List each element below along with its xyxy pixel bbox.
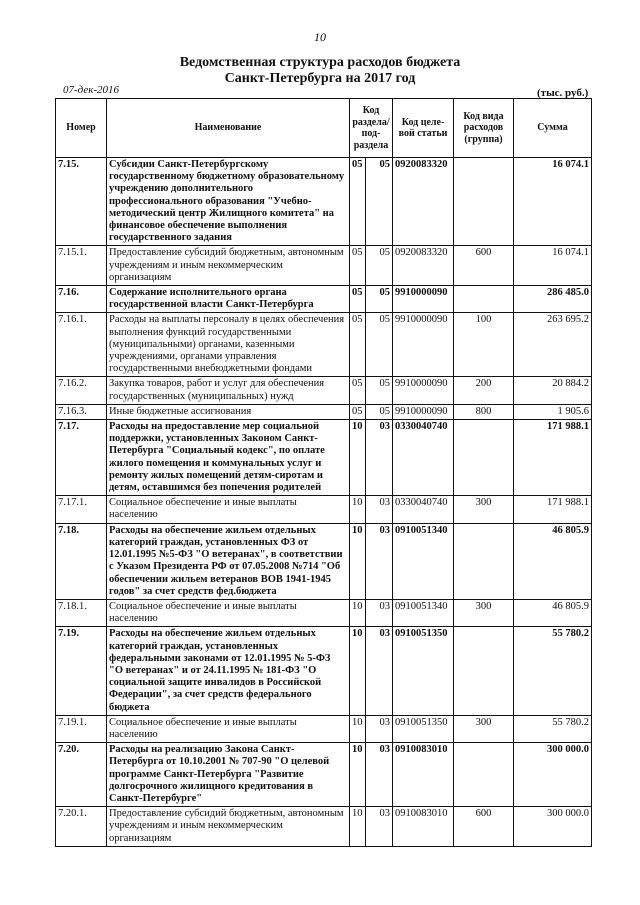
cell-expense-type <box>454 523 514 599</box>
cell-target: 9910000090 <box>393 313 454 377</box>
budget-table <box>55 98 592 847</box>
cell-subsection: 03 <box>366 420 393 496</box>
cell-section: 05 <box>350 313 366 377</box>
cell-subsection: 05 <box>366 377 393 404</box>
table-row <box>56 523 592 599</box>
cell-expense-type: 300 <box>454 599 514 626</box>
cell-number: 7.17.1. <box>56 496 107 523</box>
cell-sum: 16 074.1 <box>514 246 592 286</box>
cell-target: 0920083320 <box>393 158 454 246</box>
cell-expense-type <box>454 286 514 313</box>
cell-name: Предоставление субсидий бюджетным, автономным учреждениям и иным некоммерческим организациям <box>107 807 350 847</box>
cell-target: 0330040740 <box>393 496 454 523</box>
header-expense-type: Код вида расходов (группа) <box>454 99 514 158</box>
cell-number: 7.19. <box>56 627 107 715</box>
cell-target: 0910051340 <box>393 599 454 626</box>
cell-section: 05 <box>350 246 366 286</box>
cell-section: 10 <box>350 627 366 715</box>
table-row <box>56 715 592 742</box>
cell-section: 10 <box>350 523 366 599</box>
cell-name: Субсидии Санкт-Петербургскому государственному бюджетному образовательному учреждению дополнительного профессионального образования "Учебно-методический центр Жилищного комитета" на финансовое обеспечение выполнения государственного задания <box>107 158 350 246</box>
document-title <box>0 55 640 87</box>
cell-subsection: 05 <box>366 246 393 286</box>
cell-section: 10 <box>350 420 366 496</box>
cell-number: 7.19.1. <box>56 715 107 742</box>
cell-name: Содержание исполнительного органа государственной власти Санкт-Петербурга <box>107 286 350 313</box>
cell-expense-type: 300 <box>454 715 514 742</box>
header-name: Наименование <box>107 99 350 158</box>
currency-unit: (тыс. руб.) <box>537 87 589 99</box>
cell-target: 0910051350 <box>393 627 454 715</box>
cell-subsection: 05 <box>366 158 393 246</box>
cell-target: 0330040740 <box>393 420 454 496</box>
cell-sum: 46 805.9 <box>514 599 592 626</box>
cell-section: 10 <box>350 807 366 847</box>
cell-name: Социальное обеспечение и иные выплаты населению <box>107 599 350 626</box>
cell-section: 05 <box>350 286 366 313</box>
table-row <box>56 377 592 404</box>
cell-section: 05 <box>350 404 366 419</box>
cell-target: 0920083320 <box>393 246 454 286</box>
cell-number: 7.20.1. <box>56 807 107 847</box>
cell-section: 10 <box>350 599 366 626</box>
cell-name: Расходы на обеспечение жильем отдельных категорий граждан, установленных ФЗ от 12.01.1995 №5-ФЗ "О ветеранах", в соответствии с Указом Президента РФ от 07.05.2008 №714 "Об обеспечении жильем ветеранов ВОВ 1941-1945 годов" за счет средств фед.бюджета <box>107 523 350 599</box>
table-row <box>56 743 592 807</box>
table-row <box>56 313 592 377</box>
table-row <box>56 807 592 847</box>
cell-target: 9910000090 <box>393 404 454 419</box>
cell-expense-type: 600 <box>454 807 514 847</box>
header-number: Номер <box>56 99 107 158</box>
table-row <box>56 246 592 286</box>
cell-expense-type: 200 <box>454 377 514 404</box>
cell-number: 7.15. <box>56 158 107 246</box>
cell-subsection: 03 <box>366 743 393 807</box>
cell-sum: 300 000.0 <box>514 743 592 807</box>
cell-subsection: 03 <box>366 523 393 599</box>
cell-sum: 16 074.1 <box>514 158 592 246</box>
cell-name: Расходы на предоставление мер социальной поддержки, установленных Законом Санкт-Петербурга "Социальный кодекс", по оплате жилого помещения и коммунальных услуг и ремонту жилых помещений детям-сиротам и детям, оставшимся без попечения родителей <box>107 420 350 496</box>
cell-sum: 46 805.9 <box>514 523 592 599</box>
cell-sum: 263 695.2 <box>514 313 592 377</box>
table-row <box>56 496 592 523</box>
cell-section: 05 <box>350 377 366 404</box>
document-date: 07-дек-2016 <box>63 84 120 96</box>
cell-number: 7.18.1. <box>56 599 107 626</box>
table-row <box>56 286 592 313</box>
cell-number: 7.20. <box>56 743 107 807</box>
cell-number: 7.17. <box>56 420 107 496</box>
cell-subsection: 05 <box>366 313 393 377</box>
cell-expense-type <box>454 420 514 496</box>
cell-name: Расходы на реализацию Закона Санкт-Петербурга от 10.10.2001 № 707-90 "О целевой программе Санкт-Петербурга "Развитие долгосрочного жилищного кредитования в Санкт-Петербурге" <box>107 743 350 807</box>
cell-number: 7.18. <box>56 523 107 599</box>
cell-target: 0910051340 <box>393 523 454 599</box>
cell-sum: 55 780.2 <box>514 715 592 742</box>
cell-number: 7.16.3. <box>56 404 107 419</box>
cell-target: 9910000090 <box>393 377 454 404</box>
cell-subsection: 03 <box>366 715 393 742</box>
cell-expense-type: 100 <box>454 313 514 377</box>
cell-sum: 171 988.1 <box>514 420 592 496</box>
table-row <box>56 420 592 496</box>
header-row <box>56 99 592 158</box>
header-section: Код раздела/ под-раздела <box>350 99 393 158</box>
cell-sum: 20 884.2 <box>514 377 592 404</box>
cell-target: 0910051350 <box>393 715 454 742</box>
header-sum: Сумма <box>514 99 592 158</box>
cell-subsection: 03 <box>366 496 393 523</box>
cell-sum: 55 780.2 <box>514 627 592 715</box>
cell-number: 7.16.1. <box>56 313 107 377</box>
table-row <box>56 599 592 626</box>
cell-expense-type <box>454 158 514 246</box>
cell-sum: 1 905.6 <box>514 404 592 419</box>
cell-number: 7.16.2. <box>56 377 107 404</box>
cell-subsection: 05 <box>366 286 393 313</box>
table-row <box>56 158 592 246</box>
header-target: Код целе-вой статьи <box>393 99 454 158</box>
cell-subsection: 05 <box>366 404 393 419</box>
cell-target: 0910083010 <box>393 743 454 807</box>
cell-section: 05 <box>350 158 366 246</box>
cell-section: 10 <box>350 743 366 807</box>
cell-expense-type <box>454 627 514 715</box>
cell-sum: 300 000.0 <box>514 807 592 847</box>
cell-subsection: 03 <box>366 807 393 847</box>
table-row <box>56 404 592 419</box>
cell-name: Иные бюджетные ассигнования <box>107 404 350 419</box>
cell-section: 10 <box>350 496 366 523</box>
table-row <box>56 627 592 715</box>
cell-name: Расходы на выплаты персоналу в целях обеспечения выполнения функций государственными (муниципальными) органами, казенными учреждениями, органами управления государственными внебюджетными фондами <box>107 313 350 377</box>
cell-sum: 286 485.0 <box>514 286 592 313</box>
cell-expense-type: 600 <box>454 246 514 286</box>
cell-number: 7.16. <box>56 286 107 313</box>
cell-subsection: 03 <box>366 627 393 715</box>
cell-name: Расходы на обеспечение жильем отдельных категорий граждан, установленных федеральными законами от 12.01.1995 № 5-ФЗ "О ветеранах" и от 24.11.1995 № 181-ФЗ "О социальной защите инвалидов в Российской Федерации", за счет средств федерального бюджета <box>107 627 350 715</box>
cell-name: Социальное обеспечение и иные выплаты населению <box>107 715 350 742</box>
cell-expense-type: 300 <box>454 496 514 523</box>
cell-section: 10 <box>350 715 366 742</box>
page-number: 10 <box>314 30 326 44</box>
cell-name: Социальное обеспечение и иные выплаты населению <box>107 496 350 523</box>
cell-number: 7.15.1. <box>56 246 107 286</box>
cell-name: Закупка товаров, работ и услуг для обеспечения государственных (муниципальных) нужд <box>107 377 350 404</box>
cell-target: 9910000090 <box>393 286 454 313</box>
cell-subsection: 03 <box>366 599 393 626</box>
cell-expense-type <box>454 743 514 807</box>
cell-target: 0910083010 <box>393 807 454 847</box>
cell-expense-type: 800 <box>454 404 514 419</box>
cell-name: Предоставление субсидий бюджетным, автономным учреждениям и иным некоммерческим организациям <box>107 246 350 286</box>
title-line-1: Ведомственная структура расходов бюджета <box>179 55 461 70</box>
title-line-2: Санкт-Петербурга на 2017 год <box>224 71 416 86</box>
cell-sum: 171 988.1 <box>514 496 592 523</box>
